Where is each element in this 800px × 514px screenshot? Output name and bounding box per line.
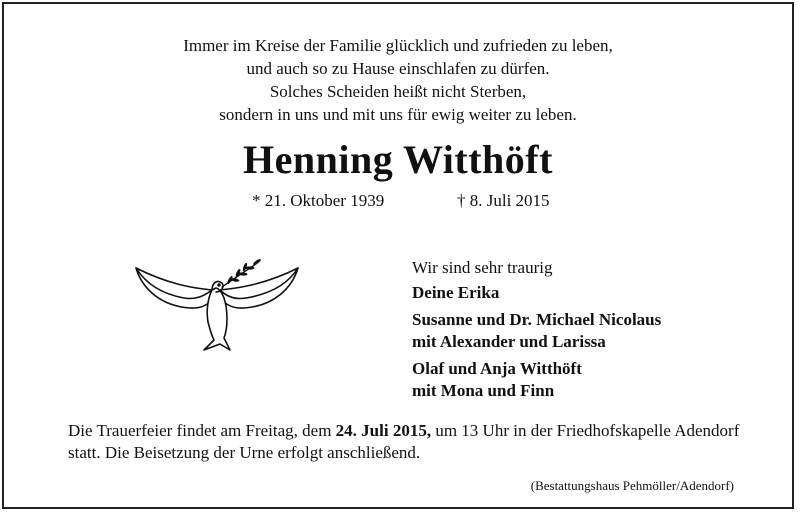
mourner-group xyxy=(412,282,661,304)
mourners xyxy=(412,257,661,407)
mourner-line: Susanne und Dr. Michael Nicolaus xyxy=(412,310,662,329)
poem-line: und auch so zu Hause einschlafen zu dürfen. xyxy=(246,59,550,78)
service-date: 24. Juli 2015, xyxy=(335,421,432,440)
death-date: † 8. Juli 2015 xyxy=(457,191,550,210)
deceased-name: Henning Witthöft xyxy=(243,137,553,182)
service-announcement xyxy=(68,420,748,464)
dove-with-olive-branch-icon xyxy=(132,254,302,354)
mourner-line: Olaf und Anja Witthöft xyxy=(412,359,582,378)
mourner-line: mit Alexander und Larissa xyxy=(412,332,606,351)
mourners-intro: Wir sind sehr traurig xyxy=(412,258,553,277)
poem xyxy=(4,34,792,126)
service-text: um 13 Uhr in der Friedhofskapelle Adendorf statt. Die Beisetzung der Urne erfolgt anschließend. xyxy=(68,421,740,462)
mourner-line: mit Mona und Finn xyxy=(412,381,555,400)
poem-line: Immer im Kreise der Familie glücklich und zufrieden zu leben, xyxy=(183,36,613,55)
mourner-line: Deine Erika xyxy=(412,283,500,302)
mourner-group xyxy=(412,358,661,402)
undertaker-credit: (Bestattungshaus Pehmöller/Adendorf) xyxy=(530,478,734,493)
obituary-frame xyxy=(2,2,794,509)
mourner-group xyxy=(412,309,661,353)
birth-date: * 21. Oktober 1939 xyxy=(252,191,385,210)
poem-line: sondern in uns und mit uns für ewig weiter zu leben. xyxy=(219,105,577,124)
poem-line: Solches Scheiden heißt nicht Sterben, xyxy=(269,82,527,101)
service-text: Die Trauerfeier findet am Freitag, dem xyxy=(68,421,336,440)
